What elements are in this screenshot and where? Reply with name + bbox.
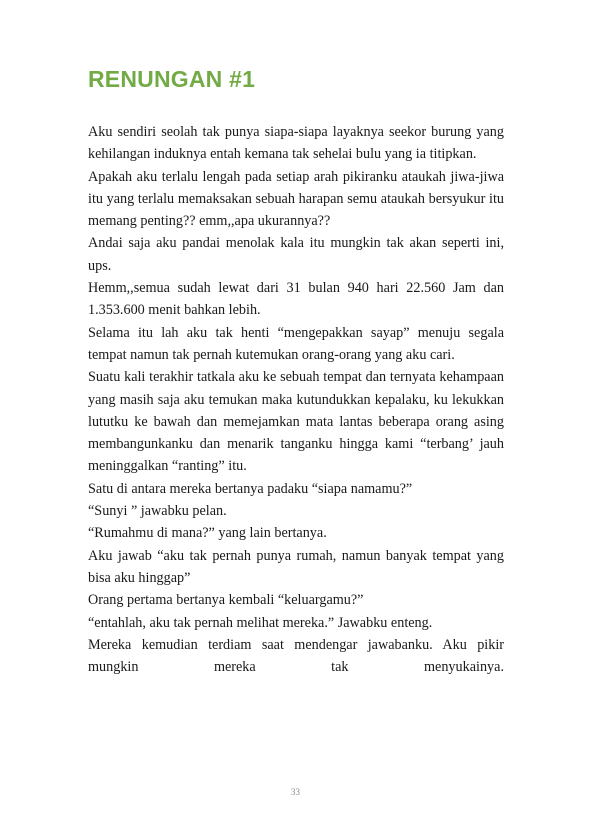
paragraph: “Rumahmu di mana?” yang lain bertanya. — [88, 525, 327, 542]
paragraph: Satu di antara mereka bertanya padaku “siapa namamu?” — [88, 480, 413, 497]
page-number: 33 — [291, 787, 300, 797]
paragraph: Hemm,,semua sudah lewat dari 31 bulan 940 hari 22.560 Jam dan 1.353.600 menit bahkan lebih. — [88, 280, 504, 319]
chapter-title: RENUNGAN #1 — [88, 66, 256, 92]
paragraph: Aku sendiri seolah tak punya siapa-siapa layaknya seekor burung yang kehilangan induknya entah kemana tak sehelai bulu yang ia titipkan. — [88, 124, 504, 163]
paragraph: Mereka kemudian terdiam saat mendengar jawabanku. Aku pikir mungkin mereka tak menyukainya. — [88, 636, 504, 676]
paragraph: Orang pertama bertanya kembali “keluargamu?” — [88, 592, 364, 609]
paragraph: Selama itu lah aku tak henti “mengepakkan sayap” menuju segala tempat namun tak pernah kutemukan orang-orang yang aku cari. — [88, 324, 504, 363]
paragraph: Andai saja aku pandai menolak kala itu mungkin tak akan seperti ini, ups. — [88, 235, 504, 274]
chapter-body — [88, 121, 504, 678]
paragraph: Suatu kali terakhir tatkala aku ke sebuah tempat dan ternyata kehampaan yang masih saja aku temukan maka kutundukkan kepalaku, ku lekukkan lututku ke bawah dan memejamkan mata lantas beberapa orang asing membangunkanku dan menarik tanganku hingga kami “terbang’ jauh meninggalkan “ranting” itu. — [88, 369, 504, 475]
paragraph: Aku jawab “aku tak pernah punya rumah, namun banyak tempat yang bisa aku hinggap” — [88, 547, 504, 586]
paragraph: “entahlah, aku tak pernah melihat mereka.” Jawabku enteng. — [88, 614, 433, 631]
paragraph: “Sunyi ” jawabku pelan. — [88, 503, 227, 520]
paragraph: Apakah aku terlalu lengah pada setiap arah pikiranku ataukah jiwa-jiwa itu yang terlalu memaksakan sebuah harapan semu ataukah bersyukur itu memang penting?? emm,,apa ukurannya?? — [88, 168, 504, 230]
